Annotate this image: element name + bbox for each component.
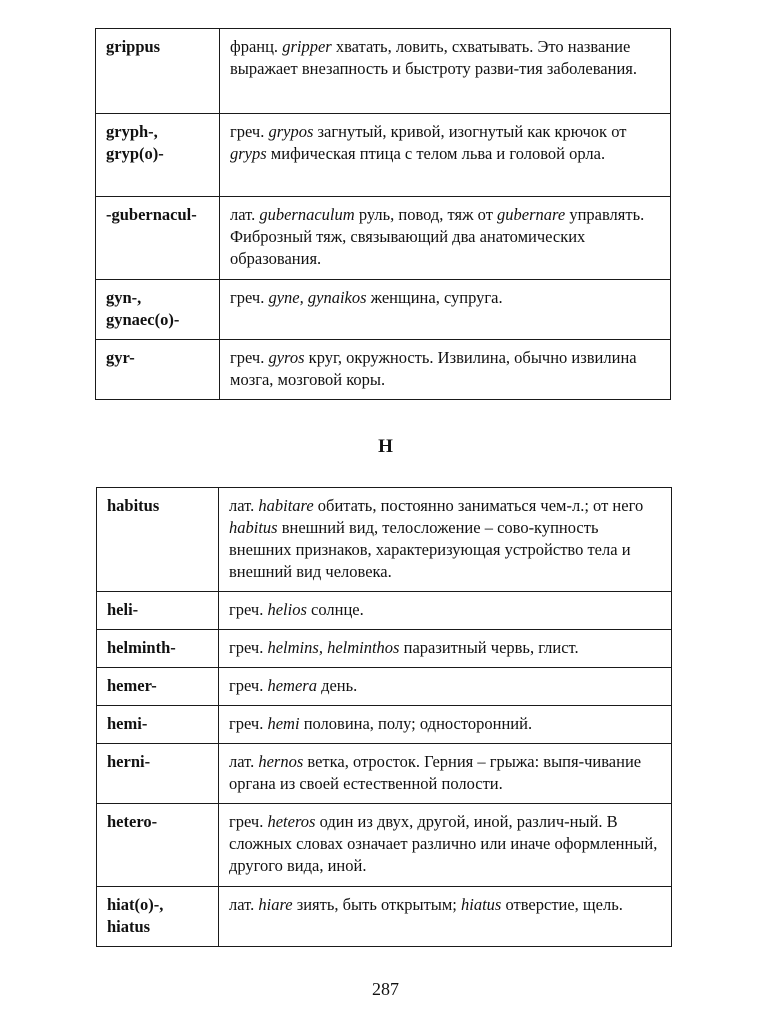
glossary-term: heli- [97,592,219,630]
definition-text: зиять, быть открытым; [292,895,462,914]
definition-foreign-word: gyne, gynaikos [268,288,367,307]
glossary-row [97,887,672,947]
definition-foreign-word: gubernaculum [259,205,355,224]
glossary-definition [220,29,671,114]
definition-text: греч. [230,288,269,307]
definition-text: лат. [229,752,259,771]
definition-text: управлять. Фиброзный тяж, связывающий два анатомических образования. [230,205,645,268]
definition-foreign-word: grypos [268,122,314,141]
glossary-row [97,488,672,592]
glossary-term: hetero- [97,804,219,887]
definition-text: один из двух, другой, иной, различ-ный. В сложных словах означает различно или иначе оформленный, другого вида, иной. [229,812,658,875]
glossary-term: hiat(o)-, hiatus [97,887,219,947]
glossary-definition [219,630,672,668]
glossary-row [96,29,671,114]
glossary-definition [220,280,671,340]
definition-text: обитать, постоянно заниматься чем-л.; от него [313,496,644,515]
glossary-term: -gubernacul- [96,197,220,280]
glossary-definition [219,592,672,630]
definition-foreign-word: hiare [258,895,293,914]
definition-foreign-word: heteros [267,812,316,831]
definition-foreign-word: hemi [267,714,300,733]
glossary-definition [219,887,672,947]
glossary-definition [219,744,672,804]
glossary-row [97,804,672,887]
definition-text: женщина, супруга. [366,288,503,307]
definition-foreign-word: helmins, helminthos [267,638,400,657]
glossary-term: herni- [97,744,219,804]
definition-text: греч. [229,676,268,695]
glossary-row [96,340,671,400]
glossary-row [96,280,671,340]
glossary-row [97,668,672,706]
glossary-table-h [96,487,672,947]
glossary-definition [219,804,672,887]
definition-text: франц. [230,37,283,56]
definition-text: руль, повод, тяж от [354,205,498,224]
glossary-row [97,706,672,744]
glossary-term: gryph-, gryp(o)- [96,114,220,197]
glossary-table-h-body [97,488,672,947]
glossary-definition [219,668,672,706]
glossary-definition [219,488,672,592]
definition-foreign-word: hemera [267,676,317,695]
glossary-term: gyn-, gynaec(o)- [96,280,220,340]
glossary-term: helminth- [97,630,219,668]
definition-foreign-word: helios [267,600,307,619]
glossary-definition [220,114,671,197]
definition-foreign-word: gripper [282,37,332,56]
glossary-term: gyr- [96,340,220,400]
glossary-row [97,744,672,804]
glossary-term: hemi- [97,706,219,744]
definition-foreign-word: gyros [268,348,305,367]
definition-text: греч. [230,348,269,367]
glossary-term: habitus [97,488,219,592]
definition-foreign-word: habitus [229,518,278,537]
section-letter: H [378,436,393,457]
glossary-row [97,630,672,668]
page-number: 287 [372,979,399,999]
definition-foreign-word: gubernare [497,205,566,224]
definition-text: мифическая птица с телом льва и головой орла. [266,144,606,163]
glossary-definition [220,340,671,400]
definition-text: внешний вид, телосложение – сово-купность внешних признаков, характеризующая устройство тела и внешний вид человека. [229,518,631,581]
glossary-definition [219,706,672,744]
definition-text: греч. [229,638,268,657]
definition-text: половина, полу; односторонний. [299,714,533,733]
definition-text: круг, окружность. Извилина, обычно извилина мозга, мозговой коры. [230,348,637,389]
definition-text: солнце. [306,600,364,619]
definition-text: греч. [230,122,269,141]
definition-text: загнутый, кривой, изогнутый как крючок от [313,122,627,141]
glossary-row [96,114,671,197]
definition-text: греч. [229,812,268,831]
definition-text: греч. [229,714,268,733]
definition-text: лат. [230,205,260,224]
glossary-row [97,592,672,630]
definition-text: день. [316,676,358,695]
glossary-table-g [95,28,671,400]
glossary-row [96,197,671,280]
definition-foreign-word: hernos [258,752,304,771]
definition-text: лат. [229,496,259,515]
definition-text: паразитный червь, глист. [399,638,579,657]
definition-text: греч. [229,600,268,619]
definition-text: отверстие, щель. [501,895,623,914]
glossary-definition [220,197,671,280]
definition-foreign-word: gryps [230,144,267,163]
glossary-term: grippus [96,29,220,114]
definition-text: лат. [229,895,259,914]
definition-text: хватать, ловить, схватывать. Это название выражает внезапность и быстроту разви-тия заболевания. [230,37,637,78]
glossary-table-g-body [96,29,671,400]
glossary-term: hemer- [97,668,219,706]
definition-foreign-word: hiatus [461,895,502,914]
definition-text: ветка, отросток. Герния – грыжа: выпя-чивание органа из своей естественной полости. [229,752,642,793]
definition-foreign-word: habitare [258,496,314,515]
